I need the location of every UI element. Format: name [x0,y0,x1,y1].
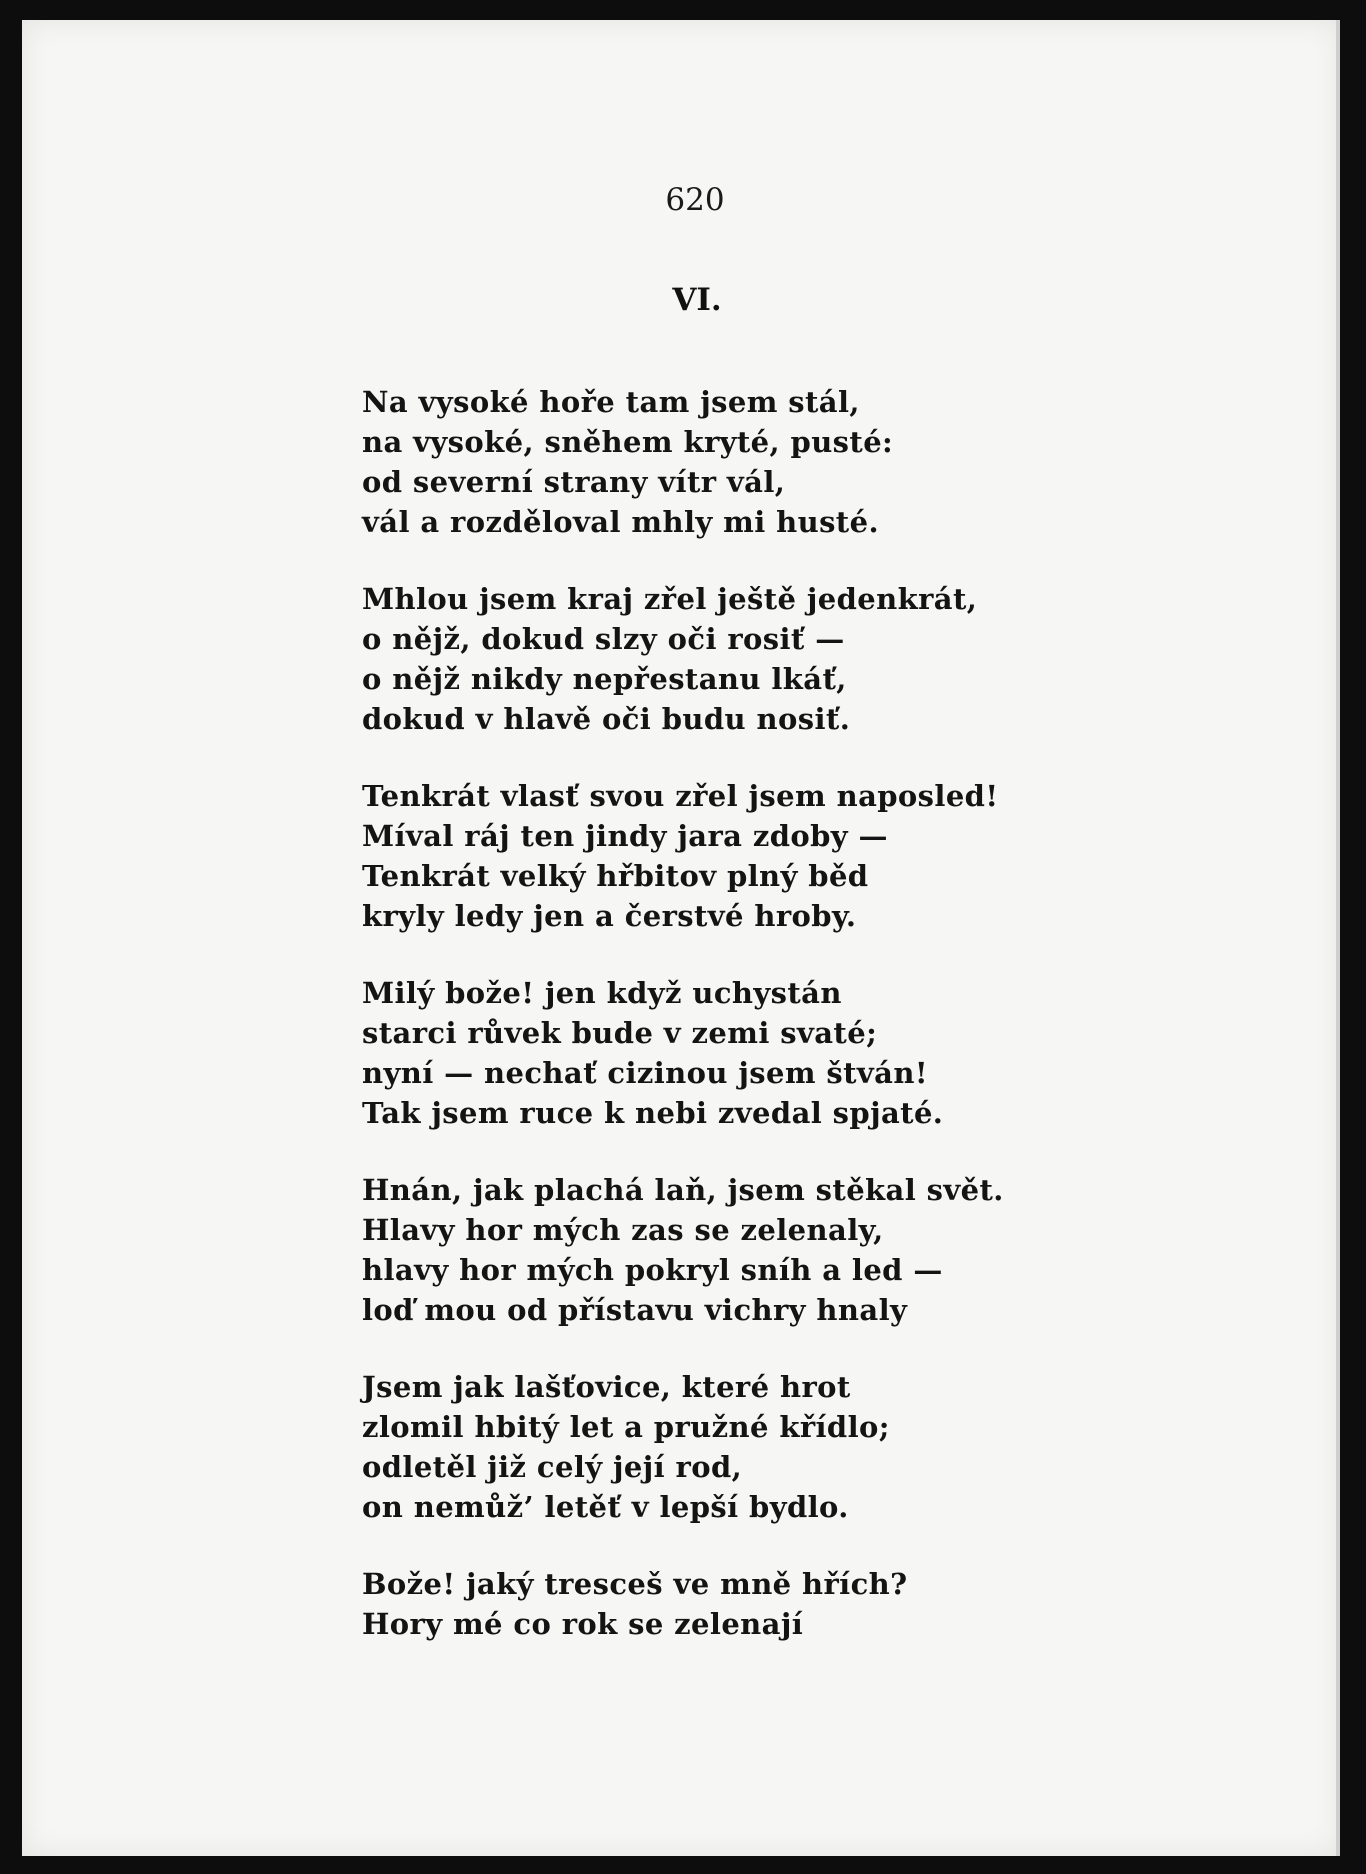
poem-line: Míval ráj ten jindy jara zdoby — [362,819,888,853]
stanza-5 [362,1170,1062,1330]
poem-line: nyní — nechať cizinou jsem štván! [362,1056,928,1090]
poem [362,382,1062,1681]
poem-line: Na vysoké hoře tam jsem stál, [362,385,860,419]
poem-line: Hory mé co rok se zelenají [362,1607,804,1641]
poem-line: Milý bože! jen když uchystán [362,976,842,1010]
stanza-7 [362,1564,1062,1644]
poem-line: zlomil hbitý let a pružné křídlo; [362,1410,890,1444]
poem-line: loď mou od přístavu vichry hnaly [362,1293,908,1327]
stanza-3 [362,776,1062,936]
page-number: 620 [665,182,725,218]
poem-line: Hlavy hor mých zas se zelenaly, [362,1213,884,1247]
poem-line: Jsem jak lašťovice, které hrot [362,1370,851,1404]
poem-line: o nějž nikdy nepřestanu lkáť, [362,662,847,696]
poem-line: vál a rozděloval mhly mi husté. [362,505,879,539]
poem-line: hlavy hor mých pokryl sníh a led — [362,1253,943,1287]
section-title: VI. [672,282,722,318]
poem-line: Hnán, jak plachá laň, jsem stěkal svět. [362,1173,1004,1207]
stanza-2 [362,579,1062,739]
poem-line: odletěl již celý její rod, [362,1450,743,1484]
poem-line: kryly ledy jen a čerstvé hroby. [362,899,857,933]
poem-line: Tenkrát vlasť svou zřel jsem naposled! [362,779,999,813]
poem-line: Bože! jaký tresceš ve mně hřích? [362,1567,908,1601]
poem-line: od severní strany vítr vál, [362,465,786,499]
poem-line: starci růvek bude v zemi svaté; [362,1016,878,1050]
book-page [22,20,1340,1856]
poem-line: dokud v hlavě oči budu nosiť. [362,702,851,736]
poem-line: na vysoké, sněhem kryté, pusté: [362,425,894,459]
poem-line: Tak jsem ruce k nebi zvedal spjaté. [362,1096,944,1130]
poem-line: on nemůž’ letěť v lepší bydlo. [362,1490,849,1524]
stanza-4 [362,973,1062,1133]
poem-line: Mhlou jsem kraj zřel ještě jedenkrát, [362,582,978,616]
stanza-1 [362,382,1062,542]
poem-line: o nějž, dokud slzy oči rosiť — [362,622,845,656]
poem-line: Tenkrát velký hřbitov plný běd [362,859,869,893]
stanza-6 [362,1367,1062,1527]
